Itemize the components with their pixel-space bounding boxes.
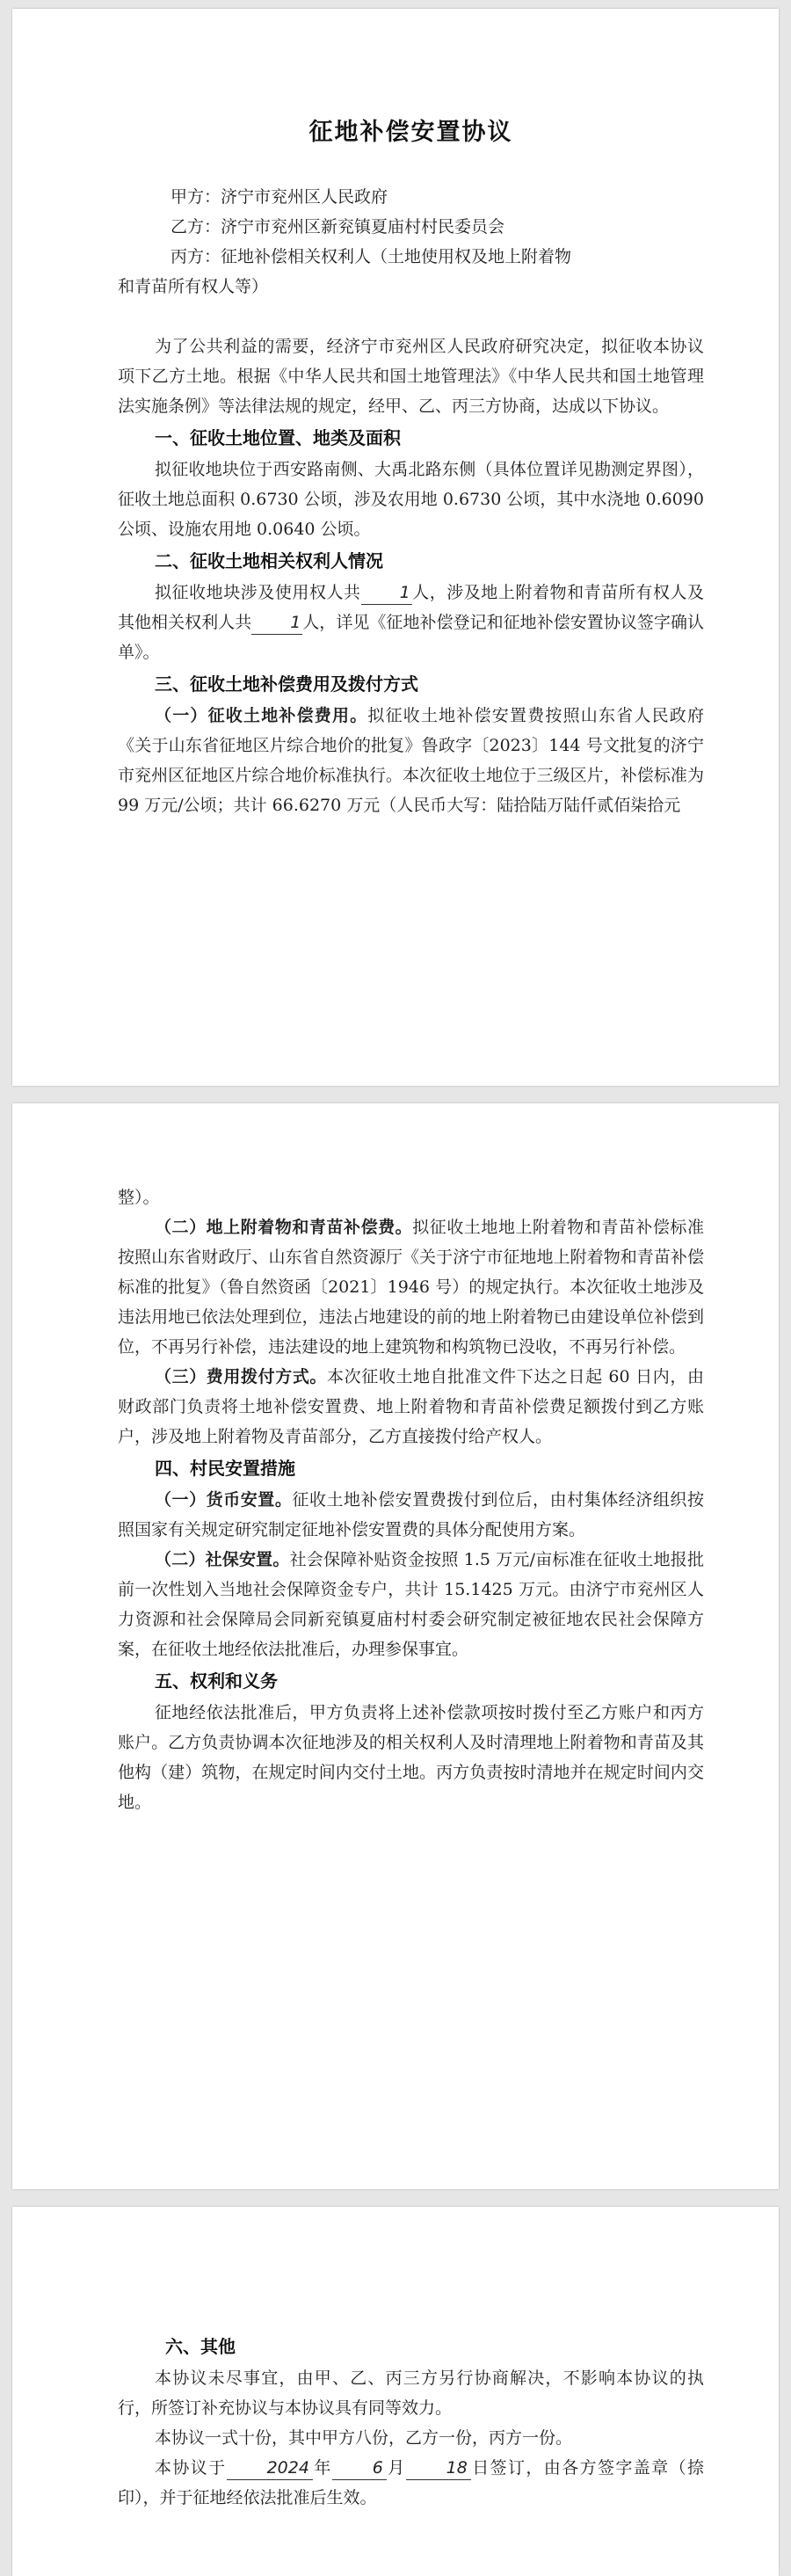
section-3-1-label: （一）征收土地补偿费用。 [155,706,368,725]
document-page-3 [12,2207,779,2576]
section-4-2-text: 社会保障补贴资金按照 1.5 万元/亩标准在征收土地报批前一次性划入当地社会保障资金专户，共计 15.1425 万元。由济宁市兖州区人力资源和社会保障局会同新兖镇夏庙村村委会研究制定被征地农民社会保障方案，在征收土地经依法批准后，办理参保事宜。 [118,1550,704,1659]
section-6-signing-paragraph [118,2453,704,2513]
section-2-text-a: 拟征收地块涉及使用权人共 [155,583,361,602]
handwritten-year: 2024 [227,2456,313,2480]
document-page-1 [12,9,779,1086]
section-3-3-label: （三）费用拨付方式。 [155,1367,328,1386]
page-3-content [118,2330,704,2513]
party-c-line-1: 丙方：征地补偿相关权利人（土地使用权及地上附着物 [171,247,572,266]
handwritten-month: 6 [332,2456,387,2480]
section-4-heading: 四、村民安置措施 [155,1458,295,1479]
handwritten-owner-count: 1 [251,611,302,635]
section-6-text-1: 本协议未尽事宜，由甲、乙、丙三方另行协商解决，不影响本协议的执行，所签订补充协议与本协议具有同等效力。 [118,2369,704,2418]
spacer [118,302,704,331]
section-4-2-label: （二）社保安置。 [155,1550,290,1569]
section-4-1-paragraph [118,1485,704,1545]
section-3-1-continuation: 整）。 [118,1188,160,1207]
handwritten-user-count: 1 [361,581,412,605]
section-3-3-paragraph [118,1362,704,1452]
party-a: 甲方：济宁市兖州区人民政府 [171,187,388,207]
section-6-heading: 六、其他 [165,2336,236,2357]
section-2-text-c: 人，详见《征地补偿登记和征地补偿安置协议签字确认单》。 [118,613,704,662]
signing-text-a: 本协议于 [155,2458,227,2478]
month-unit: 月 [386,2458,406,2478]
page-1-content [118,113,704,820]
handwritten-day: 18 [406,2456,471,2480]
section-4-1-text: 征收土地补偿安置费拨付到位后，由村集体经济组织按照国家有关规定研究制定征地补偿安置费的具体分配使用方案。 [118,1490,704,1539]
section-3-1-text: 拟征收土地补偿安置费按照山东省人民政府《关于山东省征地区片综合地价的批复》鲁政字〔2023〕144 号文批复的济宁市兖州区征地区片综合地价标准执行。本次征收土地位于三级区片，补偿标准为 99 万元/公顷；共计 66.6270 万元（人民币大写：陆拾陆万陆仟贰佰柒拾元 [118,706,704,815]
section-3-3-text: 本次征收土地自批准文件下达之日起 60 日内，由财政部门负责将土地补偿安置费、地上附着物和青苗补偿费足额拨付到乙方账户，涉及地上附着物及青苗部分，乙方直接拨付给产权人。 [118,1367,704,1446]
section-1-text: 拟征收地块位于西安路南侧、大禹北路东侧（具体位置详见勘测定界图），征收土地总面积 0.6730 公顷，涉及农用地 0.6730 公顷，其中水浇地 0.6090 公顷、设施农用地 0.0640 公顷。 [118,460,704,539]
section-4-2-paragraph [118,1545,704,1664]
section-1-heading: 一、征收土地位置、地类及面积 [155,427,401,448]
party-b: 乙方：济宁市兖州区新兖镇夏庙村村民委员会 [171,217,505,236]
section-3-heading: 三、征收土地补偿费用及拨付方式 [155,673,418,695]
section-6-text-2: 本协议一式十份，其中甲方八份，乙方一份，丙方一份。 [155,2428,573,2448]
section-3-2-text: 拟征收土地地上附着物和青苗补偿标准按照山东省财政厅、山东省自然资源厅《关于济宁市征地地上附着物和青苗补偿标准的批复》（鲁自然资函〔2021〕1946 号）的规定执行。本次征收土地涉及违法用地已依法处理到位，违法占地建设的前的地上附着物已由建设单位补偿到位，不再另行补偿，违法建设的地上建筑物和构筑物已没收，不再另行补偿。 [118,1218,704,1357]
intro-paragraph: 为了公共利益的需要，经济宁市兖州区人民政府研究决定，拟征收本协议项下乙方土地。根据《中华人民共和国土地管理法》《中华人民共和国土地管理法实施条例》等法律法规的规定，经甲、乙、丙三方协商，达成以下协议。 [118,337,704,416]
section-3-2-paragraph [118,1212,704,1362]
section-3-1-paragraph [118,701,704,820]
section-2-text-b: 人，涉及地上附着物和青苗所有权人及其他相关权利人共 [118,583,704,632]
document-title: 征地补偿安置协议 [308,119,513,146]
section-4-1-label: （一）货币安置。 [155,1490,293,1510]
section-2-text [118,578,704,667]
party-c-line-2: 和青苗所有权人等） [118,277,269,296]
section-5-heading: 五、权利和义务 [155,1670,278,1692]
section-3-2-label: （二）地上附着物和青苗补偿费。 [155,1218,413,1237]
page-2-content [118,1182,704,1817]
year-unit: 年 [312,2458,332,2478]
section-2-heading: 二、征收土地相关权利人情况 [155,550,383,571]
signing-text-b: 日签订，由各方签字盖章（捺印），并于征地经依法批准后生效。 [118,2458,704,2507]
document-page-2 [12,1103,779,2189]
section-5-text: 征地经依法批准后，甲方负责将上述补偿款项按时拨付至乙方账户和丙方账户。乙方负责协调本次征地涉及的相关权利人及时清理地上附着物和青苗及其他构（建）筑物，在规定时间内交付土地。丙方负责按时清地并在规定时间内交地。 [118,1703,704,1812]
